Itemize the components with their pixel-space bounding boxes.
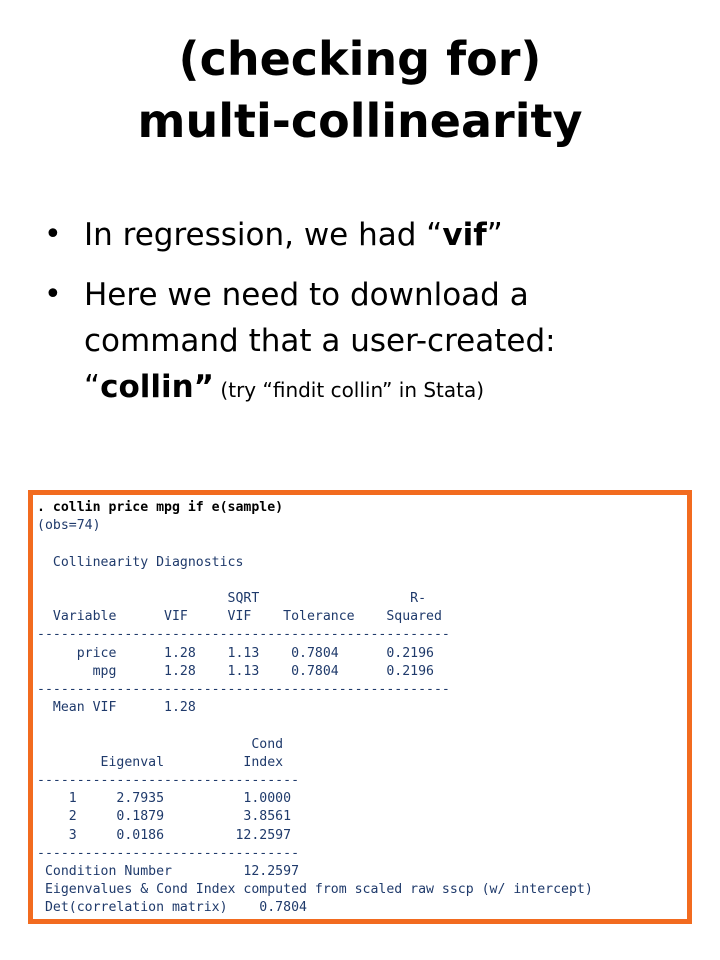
bullet-line-1: Here we need to download a (84, 277, 529, 313)
bullet-item-vif (40, 212, 690, 258)
stata-output-line: (obs=74) (37, 518, 101, 534)
stata-output (33, 495, 687, 918)
bullet-item-collin (40, 272, 690, 413)
stata-output-line: Mean VIF 1.28 (37, 700, 196, 716)
stata-output-line: SQRT R- (37, 591, 427, 607)
bullet-text-vif: vif (442, 217, 487, 253)
bullet-dot-icon: • (44, 217, 62, 252)
bullet-text-findit: (try “findit collin” in Stata) (214, 378, 485, 402)
stata-output-line: Variable VIF VIF Tolerance Squared (37, 609, 442, 625)
stata-output-line: ---------------------------------------------------- (37, 627, 450, 643)
stata-output-line: --------------------------------- (37, 845, 300, 861)
bullet-text-collin: collin” (100, 369, 215, 405)
stata-output-line: Eigenval Index (37, 754, 284, 770)
stata-output-line: 1 2.7935 1.0000 (37, 791, 292, 807)
bullet-quote-open: “ (84, 369, 101, 405)
stata-output-lines (37, 518, 593, 915)
stata-output-line: ---------------------------------------------------- (37, 682, 450, 698)
stata-output-line: 2 0.1879 3.8561 (37, 809, 292, 825)
stata-output-line: mpg 1.28 1.13 0.7804 0.2196 (37, 663, 434, 679)
stata-output-line: --------------------------------- (37, 773, 300, 789)
bullet-list (40, 212, 690, 427)
stata-output-line: price 1.28 1.13 0.7804 0.2196 (37, 645, 434, 661)
stata-command: . collin price mpg if e(sample) (37, 500, 284, 515)
stata-output-frame (28, 490, 692, 924)
slide-title (0, 28, 720, 152)
bullet-dot-icon: • (44, 277, 62, 312)
bullet-text-pre: In regression, we had “ (84, 217, 443, 253)
bullet-text-post: ” (486, 217, 503, 253)
stata-output-line: Det(correlation matrix) 0.7804 (37, 900, 307, 916)
stata-output-line: Collinearity Diagnostics (37, 554, 244, 570)
title-line-1: (checking for) (178, 32, 542, 86)
stata-output-line: Eigenvalues & Cond Index computed from scaled raw sscp (w/ intercept) (37, 882, 593, 898)
title-line-2: multi-collinearity (137, 94, 583, 148)
stata-output-line: Condition Number 12.2597 (37, 864, 300, 880)
stata-output-line: Cond (37, 736, 284, 752)
stata-output-line: 3 0.0186 12.2597 (37, 827, 292, 843)
bullet-line-2: command that a user-created: (84, 323, 556, 359)
